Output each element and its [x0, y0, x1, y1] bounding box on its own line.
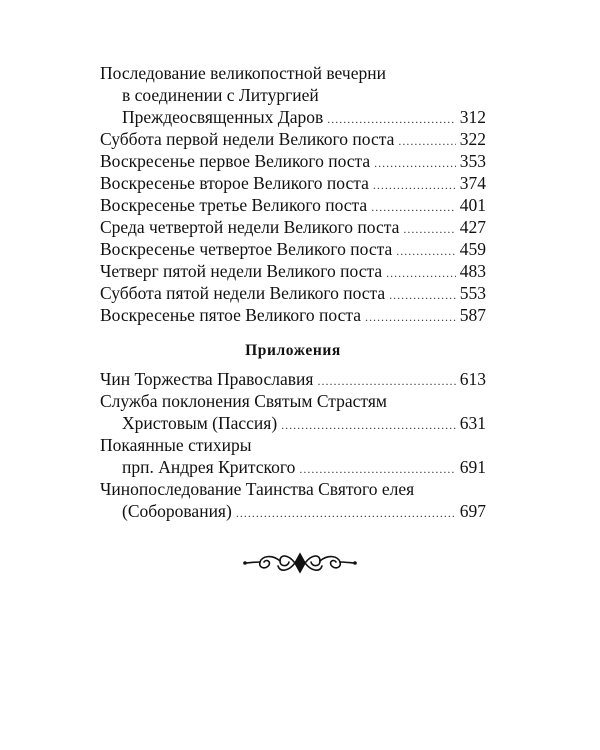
dot-leader [365, 306, 456, 328]
page-number: 697 [459, 501, 486, 521]
page-number: 691 [459, 457, 486, 477]
page-number: 353 [459, 151, 486, 171]
floral-ornament-icon [242, 548, 358, 578]
toc-entry-title: Суббота пятой недели Великого поста [100, 283, 386, 303]
dot-leader [403, 218, 455, 240]
toc-entry-title: Воскресенье пятое Великого поста [100, 305, 361, 325]
page-number: 427 [459, 217, 486, 237]
toc-entry-title-line: прп. Андрея Критского [122, 457, 296, 477]
toc-entry [100, 194, 486, 216]
dot-leader [281, 414, 456, 436]
toc-entry-title-line: Покаянные стихиры [100, 435, 252, 455]
dot-leader [373, 174, 456, 196]
dot-leader [327, 108, 455, 130]
toc-entry [100, 434, 486, 478]
dot-leader [398, 130, 455, 152]
toc-entry [100, 390, 486, 434]
dot-leader [386, 262, 456, 284]
toc-entry [100, 128, 486, 150]
page-number: 631 [459, 413, 486, 433]
page-number: 322 [459, 129, 486, 149]
toc-entry-title-line: Христовым (Пассия) [122, 413, 278, 433]
toc-entry-title: Воскресенье первое Великого поста [100, 151, 371, 171]
page-number: 587 [459, 305, 486, 325]
toc-entry-title: Четверг пятой недели Великого поста [100, 261, 383, 281]
dot-leader [396, 240, 456, 262]
toc-entry [100, 238, 486, 260]
appendix-heading: Приложения [245, 342, 341, 359]
toc-entry [100, 62, 486, 128]
toc-entry [100, 304, 486, 326]
toc-entry [100, 368, 486, 390]
toc-entry [100, 150, 486, 172]
table-of-contents [100, 62, 486, 522]
toc-entry-title: Воскресенье четвертое Великого поста [100, 239, 393, 259]
page-number: 401 [459, 195, 486, 215]
toc-entry-title-line: (Соборования) [122, 501, 232, 521]
toc-entry-title-line: Преждеосвященных Даров [122, 107, 324, 127]
dot-leader [299, 458, 455, 480]
toc-entry-title-line: в соединении с Литургией [122, 85, 319, 105]
toc-entry [100, 282, 486, 304]
dot-leader [317, 370, 455, 392]
page-number: 312 [459, 107, 486, 127]
toc-entry-title: Чин Торжества Православия [100, 369, 314, 389]
toc-entry-title: Среда четвертой недели Великого поста [100, 217, 400, 237]
toc-entry-title-line: Служба поклонения Святым Страстям [100, 391, 387, 411]
dot-leader [389, 284, 456, 306]
toc-entry [100, 260, 486, 282]
toc-entry [100, 478, 486, 522]
page-number: 374 [459, 173, 486, 193]
toc-entry-title-line: Последование великопостной вечерни [100, 63, 386, 83]
page-number: 553 [459, 283, 486, 303]
page-number: 483 [459, 261, 486, 281]
page-number: 613 [459, 369, 486, 389]
dot-leader [236, 502, 456, 524]
dot-leader [371, 196, 456, 218]
toc-entry [100, 172, 486, 194]
dot-leader [374, 152, 456, 174]
toc-entry [100, 216, 486, 238]
toc-entry-title-line: Чинопоследование Таинства Святого елея [100, 479, 415, 499]
toc-entry-title: Воскресенье третье Великого поста [100, 195, 368, 215]
page-number: 459 [459, 239, 486, 259]
toc-entry-title: Воскресенье второе Великого поста [100, 173, 369, 193]
toc-entry-title: Суббота первой недели Великого поста [100, 129, 395, 149]
